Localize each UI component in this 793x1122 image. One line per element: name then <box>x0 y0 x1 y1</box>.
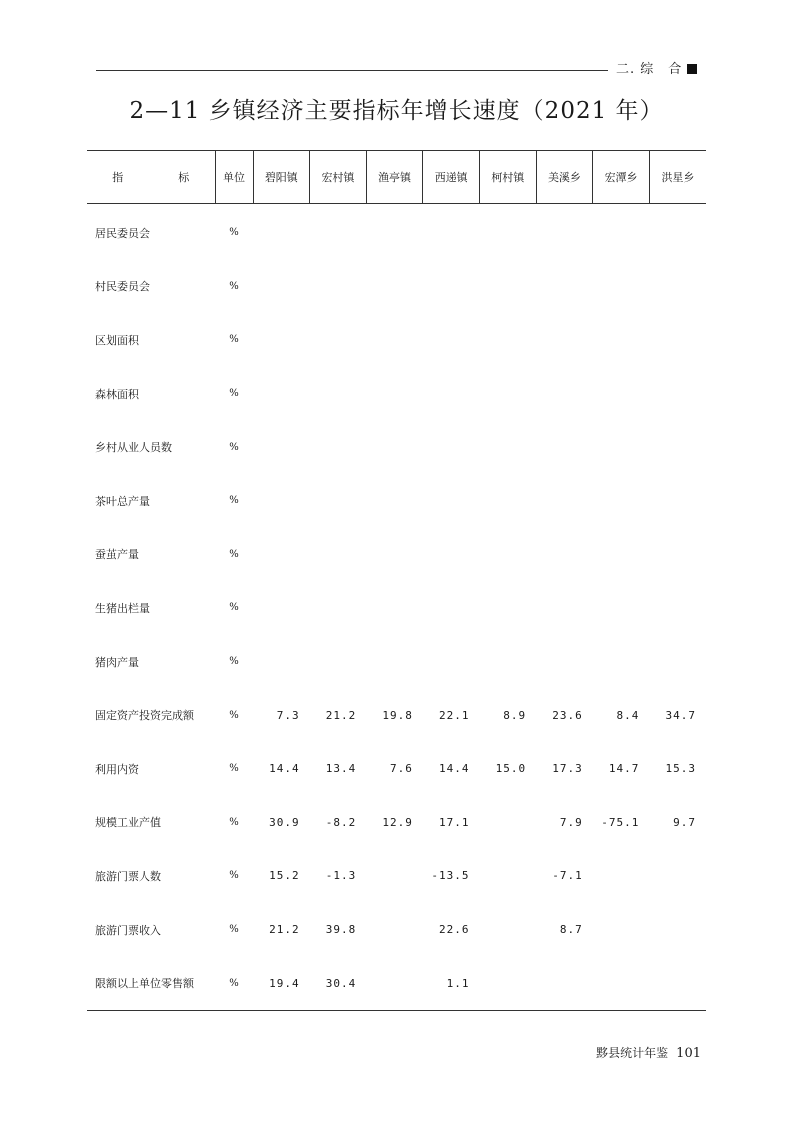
value-cell: -75.1 <box>601 815 640 829</box>
value-cell: -8.2 <box>325 815 357 829</box>
value-cell <box>366 204 423 260</box>
value-cell <box>593 313 650 367</box>
value-cell <box>536 474 593 528</box>
value-cell <box>423 528 480 582</box>
value-cell: 9.7 <box>673 815 696 829</box>
table-row <box>87 313 706 367</box>
value-cell: 7.9 <box>559 815 583 829</box>
value-cell: -1.3 <box>325 869 357 883</box>
header-town: 西递镇 <box>423 151 480 204</box>
value-cell <box>480 420 537 474</box>
indicator-unit: % <box>229 441 239 453</box>
indicator-unit: % <box>229 602 239 614</box>
value-cell <box>480 635 537 689</box>
table-row <box>87 796 706 850</box>
value-cell <box>593 260 650 314</box>
value-cell <box>649 581 706 635</box>
value-cell <box>423 367 480 421</box>
value-cell <box>593 420 650 474</box>
value-cell: 14.4 <box>269 762 300 776</box>
header-town: 碧阳镇 <box>253 151 310 204</box>
value-cell <box>649 903 706 957</box>
indicator-name: 乡村从业人员数 <box>95 441 172 455</box>
indicator-unit: % <box>229 763 239 775</box>
indicator-unit: % <box>229 495 239 507</box>
table-row <box>87 903 706 957</box>
value-cell <box>480 903 537 957</box>
value-cell <box>536 956 593 1010</box>
value-cell <box>366 367 423 421</box>
value-cell <box>366 635 423 689</box>
value-cell: 17.3 <box>552 762 583 776</box>
table-row <box>87 956 706 1010</box>
value-cell: 39.8 <box>325 923 357 937</box>
value-cell <box>310 528 367 582</box>
header-indicator: 指 标 <box>87 151 215 204</box>
value-cell <box>536 367 593 421</box>
footer-book-title: 黟县统计年鉴 <box>596 1046 669 1060</box>
indicator-unit: % <box>215 956 253 1010</box>
value-cell <box>310 260 367 314</box>
value-cell <box>366 849 423 903</box>
value-cell <box>536 313 593 367</box>
indicator-unit: % <box>229 924 239 936</box>
value-cell <box>593 956 650 1010</box>
value-cell <box>366 581 423 635</box>
value-cell: -7.1 <box>552 869 583 883</box>
indicator-table <box>87 150 706 1011</box>
value-cell: 30.9 <box>269 815 300 829</box>
indicator-unit: % <box>229 227 239 239</box>
value-cell <box>366 474 423 528</box>
value-cell <box>649 635 706 689</box>
value-cell: 15.0 <box>495 762 527 776</box>
indicator-unit: % <box>229 388 239 400</box>
value-cell <box>310 313 367 367</box>
value-cell: 14.4 <box>439 762 470 776</box>
value-cell <box>480 367 537 421</box>
header-town: 美溪乡 <box>536 151 593 204</box>
page-number: 101 <box>676 1046 701 1061</box>
value-cell <box>366 313 423 367</box>
value-cell <box>253 204 310 260</box>
value-cell: 15.3 <box>665 762 696 776</box>
table-row <box>87 581 706 635</box>
value-cell: 17.1 <box>439 815 470 829</box>
header-rule <box>96 70 608 71</box>
value-cell <box>593 528 650 582</box>
indicator-name: 居民委员会 <box>95 226 150 240</box>
table-row <box>87 688 706 742</box>
indicator-name: 区划面积 <box>95 333 139 347</box>
value-cell: 19.4 <box>253 956 310 1010</box>
value-cell <box>649 474 706 528</box>
indicator-name: 规模工业产值 <box>95 816 161 830</box>
value-cell <box>423 635 480 689</box>
indicator-name: 蚕茧产量 <box>95 548 139 562</box>
value-cell <box>649 367 706 421</box>
header-unit: 单位 <box>215 151 253 204</box>
value-cell <box>480 474 537 528</box>
indicator-unit: % <box>229 870 239 882</box>
value-cell <box>310 367 367 421</box>
indicator-unit: % <box>229 656 239 668</box>
indicator-name: 旅游门票人数 <box>95 869 161 883</box>
table-body <box>87 204 706 1011</box>
indicator-name: 利用内资 <box>95 762 139 776</box>
value-cell <box>536 528 593 582</box>
value-cell: 14.7 <box>608 762 640 776</box>
value-cell <box>649 420 706 474</box>
value-cell <box>480 581 537 635</box>
value-cell: 8.7 <box>559 923 583 937</box>
value-cell: 34.7 <box>665 708 696 722</box>
table-row <box>87 260 706 314</box>
value-cell: 7.6 <box>390 762 413 776</box>
table-row <box>87 420 706 474</box>
value-cell <box>649 956 706 1010</box>
value-cell <box>366 956 423 1010</box>
header-town: 宏潭乡 <box>593 151 650 204</box>
value-cell: 8.4 <box>616 708 640 722</box>
value-cell <box>253 581 310 635</box>
value-cell <box>423 474 480 528</box>
value-cell <box>649 313 706 367</box>
value-cell <box>423 581 480 635</box>
indicator-name: 固定资产投资完成额 <box>95 709 194 723</box>
value-cell <box>253 474 310 528</box>
table-row <box>87 635 706 689</box>
value-cell <box>310 635 367 689</box>
value-cell: 8.9 <box>503 708 527 722</box>
value-cell <box>593 903 650 957</box>
indicator-name: 茶叶总产量 <box>95 494 150 508</box>
value-cell: 15.2 <box>269 869 300 883</box>
value-cell: 7.3 <box>276 708 300 722</box>
value-cell: 12.9 <box>382 815 413 829</box>
value-cell <box>536 420 593 474</box>
table-row <box>87 367 706 421</box>
value-cell <box>310 204 367 260</box>
indicator-unit: % <box>229 709 239 721</box>
value-cell <box>253 635 310 689</box>
value-cell <box>649 849 706 903</box>
value-cell: 30.4 <box>310 956 367 1010</box>
value-cell <box>423 420 480 474</box>
page-footer <box>596 1044 701 1061</box>
indicator-unit: % <box>229 334 239 346</box>
value-cell <box>649 528 706 582</box>
indicator-name: 限额以上单位零售额 <box>87 956 215 1010</box>
value-cell <box>480 528 537 582</box>
value-cell <box>253 367 310 421</box>
value-cell <box>593 849 650 903</box>
value-cell <box>366 528 423 582</box>
table-row <box>87 742 706 796</box>
header-town: 柯村镇 <box>480 151 537 204</box>
value-cell <box>536 635 593 689</box>
value-cell <box>366 903 423 957</box>
value-cell: 23.6 <box>552 708 583 722</box>
value-cell <box>253 313 310 367</box>
value-cell <box>480 796 537 850</box>
section-square-icon <box>687 64 697 74</box>
value-cell <box>253 420 310 474</box>
indicator-name: 猪肉产量 <box>95 655 139 669</box>
table-row <box>87 204 706 260</box>
value-cell <box>536 581 593 635</box>
value-cell <box>593 367 650 421</box>
indicator-unit: % <box>229 280 239 292</box>
indicator-name: 村民委员会 <box>95 280 150 294</box>
table-row <box>87 528 706 582</box>
indicator-unit: % <box>229 548 239 560</box>
value-cell <box>593 204 650 260</box>
value-cell: 21.2 <box>325 708 357 722</box>
value-cell <box>536 260 593 314</box>
value-cell <box>480 313 537 367</box>
value-cell <box>366 260 423 314</box>
value-cell: 13.4 <box>325 762 357 776</box>
table-row <box>87 474 706 528</box>
indicator-name: 森林面积 <box>95 387 139 401</box>
table-header <box>87 151 706 204</box>
value-cell <box>310 474 367 528</box>
value-cell <box>423 204 480 260</box>
value-cell <box>310 581 367 635</box>
value-cell <box>423 313 480 367</box>
value-cell: -13.5 <box>431 869 470 883</box>
value-cell <box>649 260 706 314</box>
value-cell <box>480 849 537 903</box>
value-cell <box>593 474 650 528</box>
page-title: 2—11 乡镇经济主要指标年增长速度（2021 年） <box>129 98 664 124</box>
value-cell: 21.2 <box>269 923 300 937</box>
value-cell <box>310 420 367 474</box>
value-cell: 1.1 <box>423 956 480 1010</box>
value-cell <box>593 635 650 689</box>
value-cell <box>536 204 593 260</box>
value-cell: 22.6 <box>439 923 470 937</box>
header-town: 洪星乡 <box>649 151 706 204</box>
header-town: 宏村镇 <box>310 151 367 204</box>
value-cell <box>480 956 537 1010</box>
header-town: 渔亭镇 <box>366 151 423 204</box>
value-cell: 19.8 <box>382 708 413 722</box>
value-cell <box>480 204 537 260</box>
value-cell: 22.1 <box>439 708 470 722</box>
table-row <box>87 849 706 903</box>
value-cell <box>649 204 706 260</box>
value-cell <box>423 260 480 314</box>
value-cell <box>253 528 310 582</box>
value-cell <box>253 260 310 314</box>
header-row <box>87 151 706 204</box>
indicator-unit: % <box>229 816 239 828</box>
value-cell <box>366 420 423 474</box>
value-cell <box>480 260 537 314</box>
indicator-name: 旅游门票收入 <box>95 923 161 937</box>
indicator-name: 生猪出栏量 <box>95 601 150 615</box>
section-label <box>616 58 697 77</box>
section-text: 二. 综 合 <box>616 62 683 77</box>
value-cell <box>593 581 650 635</box>
